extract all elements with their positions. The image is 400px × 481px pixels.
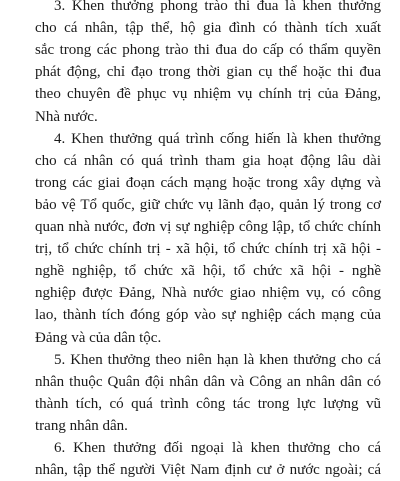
paragraph-line: nghề nghiệp, tổ chức xã hội, tổ chức xã hội - nghề	[35, 263, 381, 280]
paragraph-first-line: 6. Khen thưởng đối ngoại là khen thưởng cho cá	[54, 440, 381, 456]
paragraph-line: nhân, tập thể người Việt Nam định cư ở nước ngoài; cá	[35, 462, 381, 479]
paragraph-line: Đảng và của dân tộc.	[35, 329, 162, 346]
paragraph-line: nghiệp được Đảng, Nhà nước giao nhiệm vụ, có công	[35, 285, 381, 302]
paragraph-line: bảo vệ Tổ quốc, giữ chức vụ lãnh đạo, quản lý trong cơ	[35, 196, 381, 213]
paragraph-line: theo chuyên đề phục vụ nhiệm vụ chính trị của Đảng,	[35, 86, 381, 103]
paragraph-line: lao, thành tích đóng góp vào sự nghiệp cách mạng của	[35, 307, 381, 324]
paragraph-line: thành tích, có quá trình công tác trong lực lượng vũ	[35, 395, 381, 412]
paragraph-first-line: 4. Khen thưởng quá trình cống hiến là khen thưởng	[54, 130, 381, 147]
paragraph-line: trong các giai đoạn cách mạng hoặc trong xây dựng và	[35, 174, 381, 191]
paragraph-line: cho cá nhân, tập thể, hộ gia đình có thành tích xuất	[35, 20, 381, 37]
paragraph-line: quan nhà nước, đơn vị sự nghiệp công lập, tổ chức chính	[35, 219, 381, 235]
paragraph-line: Nhà nước.	[35, 108, 98, 125]
paragraph-line: trang nhân dân.	[35, 417, 128, 434]
paragraph-line: trị, tổ chức chính trị - xã hội, tổ chức chính trị xã hội -	[35, 241, 381, 258]
paragraph-first-line: 3. Khen thưởng phong trào thi đua là khen thưởng	[54, 0, 381, 14]
paragraph-first-line: 5. Khen thưởng theo niên hạn là khen thưởng cho cá	[54, 351, 381, 368]
paragraph-line: sắc trong các phong trào thi đua do cấp có thẩm quyền	[35, 42, 381, 59]
paragraph-line: cho cá nhân có quá trình tham gia hoạt động lâu dài	[35, 152, 381, 169]
paragraph-line: phát động, chỉ đạo trong thời gian cụ thể hoặc thi đua	[35, 64, 381, 81]
paragraph-line: nhân thuộc Quân đội nhân dân và Công an nhân dân có	[35, 373, 381, 390]
